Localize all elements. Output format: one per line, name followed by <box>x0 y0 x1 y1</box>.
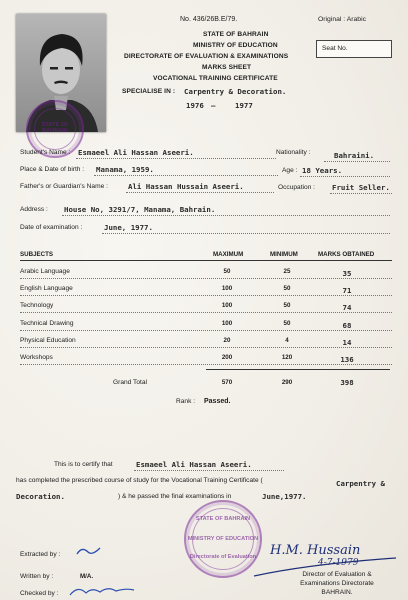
address-value: House No, 3291/7, Manama, Bahrain. <box>64 205 216 214</box>
age-label: Age : <box>282 167 298 174</box>
seat-number-box <box>316 40 392 58</box>
subject-name: Physical Education <box>20 336 76 344</box>
grand-total-min: 290 <box>281 379 293 386</box>
certify-specialty-a: Carpentry & <box>336 479 385 488</box>
birth-label: Place & Date of birth : <box>20 166 85 173</box>
certify-exam-month: June,1977. <box>262 492 307 501</box>
subject-min-marks: 4 <box>285 336 289 344</box>
row-divider <box>20 278 392 279</box>
specialise-label: SPECIALISE IN : <box>122 88 176 95</box>
certify-course-text: has completed the prescribed course of study for the Vocational Training Certificate ( <box>16 477 263 484</box>
birth-value: Manama, 1959. <box>96 165 154 174</box>
guardian-value: Ali Hassan Hussain Aseeri. <box>128 182 244 191</box>
certify-exam-text: ) & he passed the final examinations in <box>118 493 232 500</box>
col-header-maximum: MAXIMUM <box>213 251 244 258</box>
col-header-subjects: SUBJECTS <box>20 251 54 258</box>
year-to: 1977 <box>235 101 253 110</box>
address-label: Address : <box>20 206 48 213</box>
guardian-label: Father's or Guardian's Name : <box>20 183 108 190</box>
certify-name: Esmaeel Ali Hassan Aseeri. <box>136 460 252 469</box>
header-certificate-title: VOCATIONAL TRAINING CERTIFICATE <box>153 75 278 82</box>
col-header-marks-obtained: MARKS OBTAINED <box>318 251 375 258</box>
subject-max-marks: 100 <box>221 302 233 310</box>
grand-total-max: 570 <box>221 379 233 386</box>
seat-number-label: Seat No. <box>322 45 348 52</box>
subject-name: Arabic Language <box>20 268 70 275</box>
certificate-number: No. 436/26B.E/79. <box>180 16 238 23</box>
header-state: STATE OF BAHRAIN <box>203 31 269 38</box>
nationality-value: Bahraini. <box>334 151 375 160</box>
official-seal-stamp: STATE OF BAHRAIN MINISTRY OF EDUCATION Directorate of Evaluation <box>184 500 262 578</box>
subject-name: Workshops <box>20 354 53 361</box>
certify-specialty-b: Decoration. <box>16 492 65 501</box>
certify-prefix: This is to certify that <box>54 461 113 468</box>
col-header-minimum: MINIMUM <box>270 251 298 258</box>
extracted-signature-icon <box>74 544 104 558</box>
subject-min-marks: 50 <box>283 285 291 293</box>
subject-name: Technology <box>20 302 54 310</box>
exam-date-label: Date of examination : <box>20 224 83 231</box>
original-language: Original : Arabic <box>318 16 366 23</box>
row-divider <box>20 347 392 348</box>
checked-by-label: Checked by : <box>20 590 59 597</box>
student-name-value: Esmaeel Ali Hassan Aseeri. <box>78 148 194 157</box>
extracted-by-label: Extracted by : <box>20 551 61 558</box>
written-by-label: Written by : <box>20 573 54 580</box>
row-divider <box>20 330 392 331</box>
subject-max-marks: 20 <box>223 336 231 344</box>
subject-min-marks: 25 <box>283 268 291 275</box>
subject-min-marks: 50 <box>283 319 291 327</box>
exam-date-value: June, 1977. <box>104 223 153 232</box>
subject-marks-obtained: 14 <box>342 337 352 347</box>
subject-max-marks: 200 <box>221 354 233 361</box>
subject-marks-obtained: 71 <box>342 286 352 296</box>
subject-marks-obtained: 68 <box>342 320 352 330</box>
director-signature: H.M. Hussain <box>270 543 361 558</box>
written-by-value: M/A. <box>80 573 94 580</box>
checked-signature-icon <box>68 583 138 599</box>
subject-marks-obtained: 136 <box>340 355 354 364</box>
header-directorate: DIRECTORATE OF EVALUATION & EXAMINATIONS <box>124 53 289 60</box>
row-divider <box>20 312 392 313</box>
subject-min-marks: 120 <box>281 354 293 361</box>
specialise-value: Carpentry & Decoration. <box>184 87 287 96</box>
director-title-line1: Director of Evaluation & <box>302 571 372 578</box>
age-value: 18 Years. <box>302 166 343 175</box>
grand-total-label: Grand Total <box>113 379 147 386</box>
photo-seal-stamp: STATE OF BAHRAIN <box>26 100 84 158</box>
rank-value: Passed. <box>204 398 231 405</box>
subject-max-marks: 50 <box>223 268 231 275</box>
grand-total-obtained: 398 <box>340 378 354 387</box>
signature-date: 4-7-1979 <box>318 558 359 568</box>
subject-name: English Language <box>20 285 73 293</box>
subject-marks-obtained: 74 <box>342 303 352 313</box>
year-separator: — <box>211 101 216 110</box>
header-marks-sheet: MARKS SHEET <box>202 64 252 71</box>
header-ministry: MINISTRY OF EDUCATION <box>193 42 278 49</box>
subject-min-marks: 50 <box>283 302 291 310</box>
year-from: 1976 <box>186 101 204 110</box>
row-divider <box>20 364 392 365</box>
subject-max-marks: 100 <box>221 319 233 327</box>
subject-name: Technical Drawing <box>20 319 74 327</box>
occupation-label: Occupation : <box>278 184 316 191</box>
subject-marks-obtained: 35 <box>342 269 352 278</box>
rank-label: Rank : <box>176 398 196 405</box>
student-name-label: Student's Name : <box>20 149 71 156</box>
director-title-line3: BAHRAIN. <box>321 589 353 596</box>
nationality-label: Nationality : <box>276 149 311 156</box>
row-divider <box>20 295 392 296</box>
director-title-line2: Examinations Directorate <box>300 580 374 587</box>
subject-max-marks: 100 <box>221 285 233 293</box>
occupation-value: Fruit Seller. <box>332 183 390 192</box>
